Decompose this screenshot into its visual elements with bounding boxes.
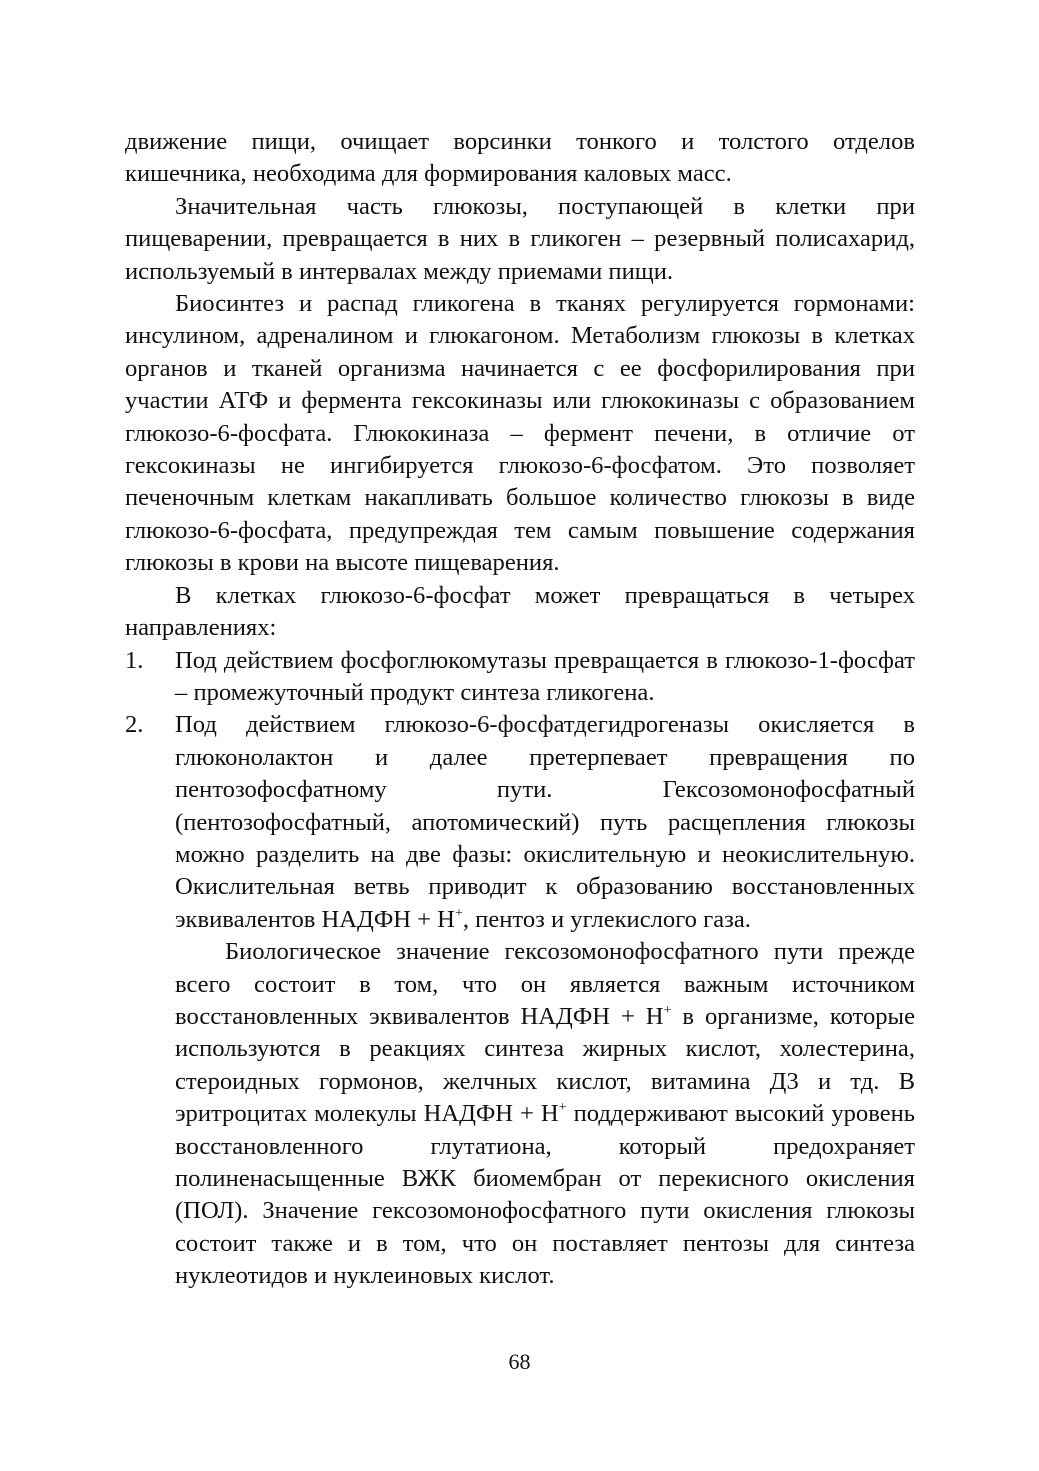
significance-text-part: в организме, которые используются в реакциях синтеза жирных кислот, холестерина, стероидных гормонов, желчных кислот, витамина Д3 и тд. В эритроцитах молекулы НАДФН + Н [175,1002,915,1128]
list-item [125,709,915,936]
superscript-plus: + [558,1100,567,1116]
page-number: 68 [508,1349,531,1374]
directions-list [125,645,915,937]
list-item-text: Под действием фосфоглюкомутазы превращается в глюкозо-1-фосфат – промежуточный продукт синтеза гликогена. [175,646,915,706]
paragraph-continuation: движение пищи, очищает ворсинки тонкого и толстого отделов кишечника, необходима для формирования каловых масс. [125,128,915,188]
list-item-number: 1. [125,646,144,674]
paragraph-directions: В клетках глюкозо-6-фосфат может превращаться в четырех направлениях: [125,581,915,642]
list-item-text-part: , пентоз и углекислого газа. [462,905,751,933]
page-body [125,126,915,1293]
significance-text-part: поддерживают высокий уровень восстановленного глутатиона, который предохраняет полиненасыщенные ВЖК биомембран от перекисного окисления (ПОЛ). Значение гексозомонофосфатного пути окисления глюкозы состоит также и в том, что он поставляет пентозы для синтеза нуклеотидов и нуклеиновых кислот. [175,1100,915,1290]
paragraph-glycogen: Значительная часть глюкозы, поступающей в клетки при пищеварении, превращается в них в гликоген – резервный полисахарид, используемый в интервалах между приемами пищи. [125,192,915,285]
list-item-number: 2. [125,711,144,739]
list-item [125,645,915,710]
significance-text-part: Биологическое значение гексозомонофосфатного пути прежде всего состоит в том, что он является важным источником восстановленных эквивалентов НАДФН + Н [175,938,915,1030]
list-item-text [175,711,915,932]
list-item-text-part: Под действием глюкозо-6-фосфатдегидрогеназы окисляется в глюконолактон и далее претерпевает превращения по пентозофосфатному пути. Гексозомонофосфатный (пентозофосфатный, апотомический) путь расщепления глюкозы можно разделить на две фазы: окислительную и неокислительную. Окислительная ветвь приводит к образованию восстановленных эквивалентов НАДФН + Н [175,711,915,933]
paragraph-significance [125,936,915,1292]
superscript-plus: + [454,905,463,921]
paragraph-biosynthesis: Биосинтез и распад гликогена в тканях регулируется гормонами: инсулином, адреналином и глюкагоном. Метаболизм глюкозы в клетках органов и тканей организма начинается с ее фосфорилирования при участии АТФ и фермента гексокиназы или глюкокиназы с образованием глюкозо-6-фосфата. Глюкокиназа – фермент печени, в отличие от гексокиназы не ингибируется глюкозо-6-фосфатом. Это позволяет печеночным клеткам накапливать большое количество глюкозы в виде глюкозо-6-фосфата, предупреждая тем самым повышение содержания глюкозы в крови на высоте пищеварения. [125,290,915,577]
superscript-plus: + [663,1002,672,1018]
